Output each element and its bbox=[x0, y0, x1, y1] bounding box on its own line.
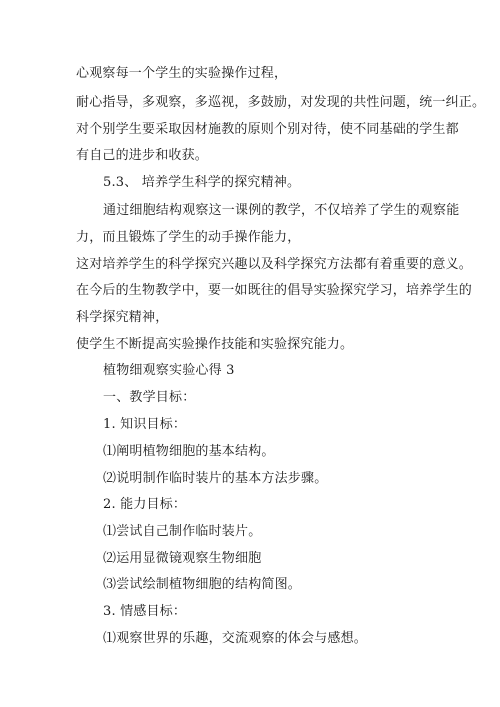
text-line: 对个别学生要采取因材施教的原则个别对待，使不同基础的学生都 bbox=[76, 122, 459, 137]
list-item: ⑴尝试自己制作临时装片。 bbox=[103, 524, 262, 539]
subsection-heading: 1. 知识目标： bbox=[103, 417, 187, 432]
list-item: ⑵运用显微镜观察生物细胞 bbox=[103, 551, 262, 566]
list-item: ⑴观察世界的乐趣，交流观察的体会与感想。 bbox=[103, 631, 368, 646]
text-line: 通过细胞结构观察这一课例的教学，不仅培养了学生的观察能 bbox=[103, 203, 460, 218]
section-heading: 5.3、 培养学生科学的探究精神。 bbox=[103, 175, 301, 190]
list-item: ⑶尝试绘制植物细胞的结构简图。 bbox=[103, 577, 302, 592]
document-title: 植物细观察实验心得 3 bbox=[103, 363, 235, 378]
text-line: 使学生不断提高实验操作技能和实验探究能力。 bbox=[76, 337, 354, 352]
subsection-heading: 2. 能力目标： bbox=[103, 497, 187, 512]
text-line: 耐心指导，多观察，多巡视，多鼓励，对发现的共性问题，统一纠正。 bbox=[76, 95, 486, 110]
text-line: 在今后的生物教学中，要一如既往的倡导实验探究学习，培养学生的 bbox=[76, 283, 473, 298]
text-line: 力，而且锻炼了学生的动手操作能力， bbox=[76, 230, 301, 245]
subsection-heading: 3. 情感目标： bbox=[103, 604, 187, 619]
text-line: 心观察每一个学生的实验操作过程， bbox=[76, 66, 288, 81]
text-line: 这对培养学生的科学探究兴趣以及科学探究方法都有着重要的意义。 bbox=[76, 257, 473, 272]
list-item: ⑵说明制作临时装片的基本方法步骤。 bbox=[103, 471, 328, 486]
section-heading: 一、教学目标： bbox=[103, 390, 196, 405]
text-line: 科学探究精神， bbox=[76, 310, 169, 325]
text-line: 有自己的进步和收获。 bbox=[76, 148, 209, 163]
list-item: ⑴阐明植物细胞的基本结构。 bbox=[103, 444, 275, 459]
